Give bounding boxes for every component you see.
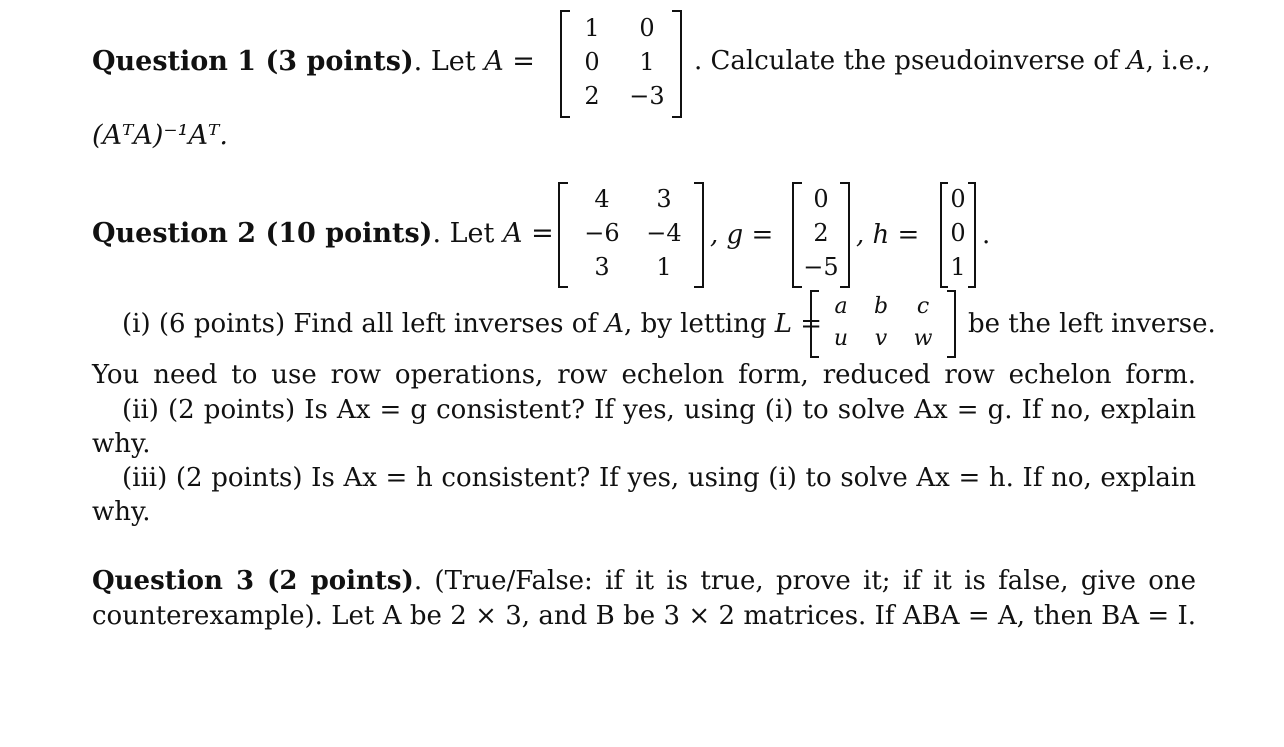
question-1-continuation xyxy=(694,48,1211,74)
matrix-cell: v xyxy=(874,326,888,351)
vector-cell: 0 xyxy=(950,185,966,213)
matrix-cell: 2 xyxy=(584,82,600,110)
matrix-cell: 1 xyxy=(584,14,600,42)
question-1-equals: = xyxy=(512,46,535,77)
question-2-vector-h xyxy=(940,182,976,288)
matrix-cell: 0 xyxy=(584,48,600,76)
question-2-label: Question 2 (10 points) xyxy=(92,218,433,249)
matrix-right-bracket xyxy=(672,10,682,118)
question-3-line-1-rest: . (True/False: if it is true, prove it; if it is false, give one xyxy=(413,566,1196,596)
question-2-equals: = xyxy=(531,218,554,249)
matrix-right-bracket xyxy=(947,290,956,358)
matrix-cell: u xyxy=(833,326,849,351)
part-i-var: A xyxy=(605,309,625,339)
question-1-after-var: A xyxy=(1126,46,1146,76)
part-ii-line-1: (ii) (2 points) Is Ax = g consistent? If yes, using (i) to solve Ax = g. If no, explain xyxy=(122,395,1196,425)
question-2-g-label: , g = xyxy=(710,220,774,250)
question-1-var: A xyxy=(484,46,504,77)
matrix-left-bracket xyxy=(558,182,568,288)
matrix-cell: c xyxy=(916,294,930,319)
matrix-cell: 3 xyxy=(594,253,610,281)
part-i-text: (i) (6 points) Find all left inverses of xyxy=(122,309,597,339)
question-2-h-label: , h = xyxy=(856,220,920,250)
matrix-left-bracket xyxy=(560,10,570,118)
question-3-line-2: counterexample). Let A be 2 × 3, and B be 3 × 2 matrices. If ABA = A, then BA = I. xyxy=(92,601,1196,631)
vector-cell: −5 xyxy=(803,253,839,281)
part-i-line-2: You need to use row operations, row echelon form, reduced row echelon form. xyxy=(92,360,1196,390)
matrix-right-bracket xyxy=(694,182,704,288)
vector-cell: 2 xyxy=(813,219,829,247)
vector-cell: 1 xyxy=(950,253,966,281)
question-1-let: . Let xyxy=(413,46,476,77)
question-2-matrix-l xyxy=(810,290,956,358)
matrix-cell: −6 xyxy=(584,219,620,247)
matrix-cell: −4 xyxy=(646,219,682,247)
part-ii-line-2: why. xyxy=(92,429,151,459)
question-2-let: . Let xyxy=(432,218,495,249)
matrix-left-bracket xyxy=(810,290,819,358)
matrix-cell: 1 xyxy=(656,253,672,281)
question-1-label: Question 1 (3 points) xyxy=(92,46,414,77)
matrix-cell: 0 xyxy=(639,14,655,42)
part-iii-line-1: (iii) (2 points) Is Ax = h consistent? If yes, using (i) to solve Ax = h. If no, explain xyxy=(122,463,1196,493)
question-3-label: Question 3 (2 points) xyxy=(92,566,414,596)
matrix-cell: 3 xyxy=(656,185,672,213)
question-2-period: . xyxy=(982,220,991,250)
part-i-mid: , by letting xyxy=(624,309,767,339)
question-1-after-text: . Calculate the pseudoinverse of xyxy=(694,46,1119,76)
matrix-cell: −3 xyxy=(629,82,665,110)
matrix-cell: w xyxy=(913,326,933,351)
question-2-var: A xyxy=(502,218,523,249)
part-i-end: be the left inverse. xyxy=(968,309,1216,339)
matrix-cell: 1 xyxy=(639,48,655,76)
question-1-after-end: , i.e., xyxy=(1145,46,1211,76)
question-2-part-i xyxy=(122,311,822,337)
question-1-matrix xyxy=(560,10,682,118)
matrix-cell: b xyxy=(873,294,889,319)
question-1-intro xyxy=(92,48,535,75)
question-3-line-1 xyxy=(92,568,1196,594)
part-iii-line-2: why. xyxy=(92,497,151,527)
part-i-L: L = xyxy=(774,309,823,339)
vector-cell: 0 xyxy=(950,219,966,247)
matrix-cell: a xyxy=(834,294,848,319)
question-2-vector-g xyxy=(792,182,850,288)
question-2-intro xyxy=(92,220,554,247)
question-1-formula: (AᵀA)⁻¹Aᵀ. xyxy=(92,120,228,151)
vector-cell: 0 xyxy=(813,185,829,213)
question-2-matrix-a xyxy=(558,182,704,288)
matrix-cell: 4 xyxy=(594,185,610,213)
